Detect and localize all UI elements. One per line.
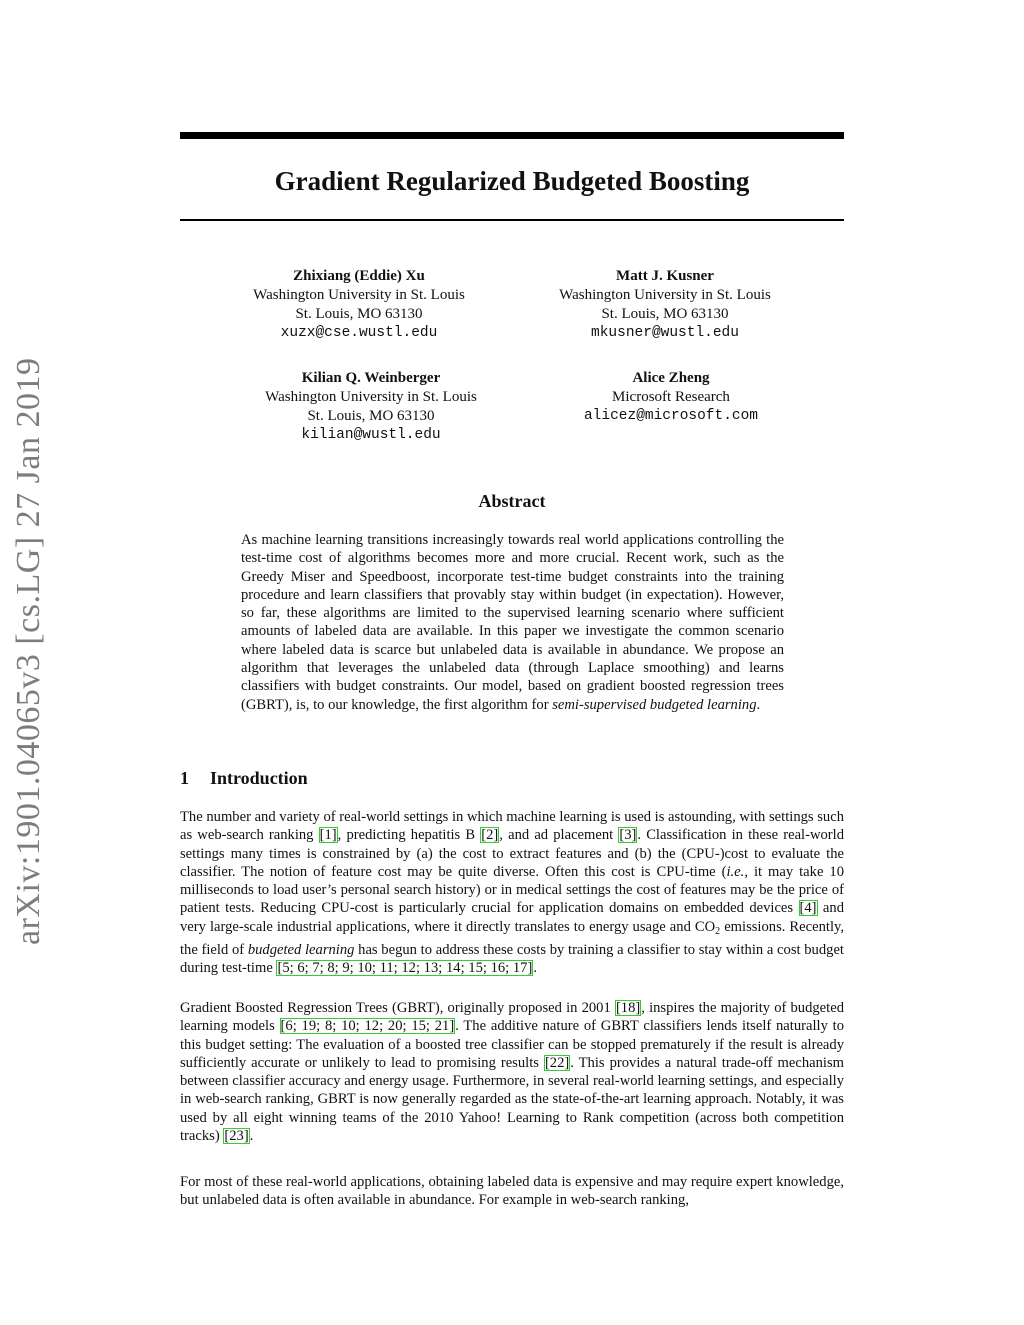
author-name: Zhixiang (Eddie) Xu (293, 268, 425, 284)
citation-link[interactable]: [2] (481, 827, 499, 844)
abstract-text (241, 531, 784, 714)
emphasis-text: budgeted learning (247, 942, 355, 959)
text-run: has begun to address these costs by training a classifier to stay within a cost budget during test-time (180, 942, 844, 977)
abstract-text-main: As machine learning transitions increasingly towards real world applications controlling the test-time cost of algorithms becomes more and more crucial. Recent work, such as the Greedy Miser and Speedboost, incorporate test-time budget constraints into the training procedure and learn classifiers that provably stay within budget (in expectation). However, so far, these algorithms are limited to the supervised learning scenario where sufficient amounts of labeled data are available. In this paper we investigate the common scenario where labeled data is scarce but unlabeled data is available in abundance. We propose an algorithm that leverages the unlabeled data (through Laplace smoothing) and learns classifiers with budget constraints. Our model, based on gradient boosted regression trees (GBRT), is, to our knowledge, the first algorithm for (241, 532, 784, 713)
abstract-emphasis: semi-supervised budgeted learning (552, 696, 757, 713)
author-email[interactable]: mkusner@wustl.edu (591, 325, 739, 341)
author-name: Kilian Q. Weinberger (301, 370, 441, 386)
text-run: emissions. Recently, the field of (180, 918, 844, 959)
title-rule-top (180, 132, 844, 139)
abstract-text-end: . (756, 696, 761, 713)
author-block (209, 267, 509, 343)
text-run: . The additive nature of GBRT classifiers lends itself naturally to this budget setting: The evaluation of a boosted tree classifier can be stopped prematurely if the result is already sufficiently accurate or unlikely to lead to promising results (180, 1018, 844, 1071)
author-email[interactable]: xuzx@cse.wustl.edu (280, 325, 438, 341)
arxiv-identifier: arXiv:1901.04065v3 [cs.LG] 27 Jan 2019 (10, 357, 47, 945)
author-block (221, 369, 521, 445)
intro-paragraph (180, 999, 844, 1145)
citation-link[interactable]: [23] (224, 1128, 249, 1145)
text-run: , inspires the majority of budgeted learning models (180, 1000, 844, 1035)
section-title: Introduction (210, 768, 308, 788)
author-affiliation: Washington University in St. Louis (265, 389, 477, 405)
text-run: , and ad placement (499, 827, 619, 844)
section-heading (180, 766, 308, 790)
author-affiliation: Washington University in St. Louis (559, 287, 771, 303)
text-run: it may take 10 milliseconds to load user’s personal search history) or in medical settings the cost of features may be the price of patient tests. Reducing CPU-cost is particularly crucial for application domains on embedded devices (180, 863, 844, 917)
author-affiliation: Washington University in St. Louis (253, 287, 465, 303)
author-name: Alice Zheng (632, 370, 710, 386)
text-run: , predicting hepatitis B (337, 827, 481, 844)
citation-link[interactable]: [6; 19; 8; 10; 12; 20; 15; 21] (280, 1018, 455, 1035)
citation-link[interactable]: [1] (319, 827, 337, 844)
abstract-heading: Abstract (478, 491, 546, 511)
author-address: St. Louis, MO 63130 (307, 408, 435, 424)
citation-link[interactable]: [4] (799, 900, 817, 917)
author-email[interactable]: kilian@wustl.edu (301, 427, 441, 443)
citation-link[interactable]: [22] (544, 1054, 570, 1071)
author-address: St. Louis, MO 63130 (601, 306, 729, 322)
text-run: . (249, 1128, 254, 1145)
text-run: . Classification in these real-world settings many times is constrained by (a) the cost to extract features and (b) the (CPU-)cost to evaluate the classifier. The notion of feature cost may be quite diverse. Often this cost is CPU-time ( (180, 827, 845, 880)
author-name: Matt J. Kusner (616, 268, 714, 284)
subscript: 2 (715, 925, 721, 937)
title-rule-bottom (180, 219, 844, 221)
intro-paragraph (180, 1173, 844, 1210)
citation-link[interactable]: [18] (615, 1000, 641, 1016)
author-email[interactable]: alicez@microsoft.com (583, 408, 759, 424)
author-address: St. Louis, MO 63130 (295, 306, 423, 322)
paper-title: Gradient Regularized Budgeted Boosting (274, 166, 750, 196)
text-run: . This provides a natural trade-off mechanism between classifier accuracy and energy usage. Furthermore, in several real-world learning settings, and especially in web-search ranking, GBRT is now generally regarded as the state-of-the-art learning approach. Notably, it was used by all eight winning teams of the 2010 Yahoo! Learning to Rank competition (across both competition tracks) (180, 1054, 844, 1145)
author-block (515, 267, 815, 343)
citation-link[interactable]: [5; 6; 7; 8; 9; 10; 11; 12; 13; 14; 15; 16; 17] (277, 960, 533, 977)
author-affiliation: Microsoft Research (612, 389, 730, 405)
text-run: Gradient Boosted Regression Trees (GBRT), originally proposed in 2001 (180, 1000, 615, 1016)
citation-link[interactable]: [3] (619, 827, 637, 844)
author-block (521, 369, 821, 426)
text-run: The number and variety of real-world settings in which machine learning is used is astounding, with settings such as web-search ranking (180, 809, 844, 844)
text-run: and very large-scale industrial applications, where it directly translates to energy usage and CO (180, 900, 844, 935)
section-number: 1 (180, 768, 189, 788)
intro-paragraph (180, 808, 844, 978)
text-run: For most of these real-world applications, obtaining labeled data is expensive and may require expert knowledge, but unlabeled data is often available in abundance. For example in web-search ranking, (180, 1174, 844, 1209)
emphasis-text: i.e., (726, 863, 748, 880)
text-run: . (533, 960, 537, 977)
